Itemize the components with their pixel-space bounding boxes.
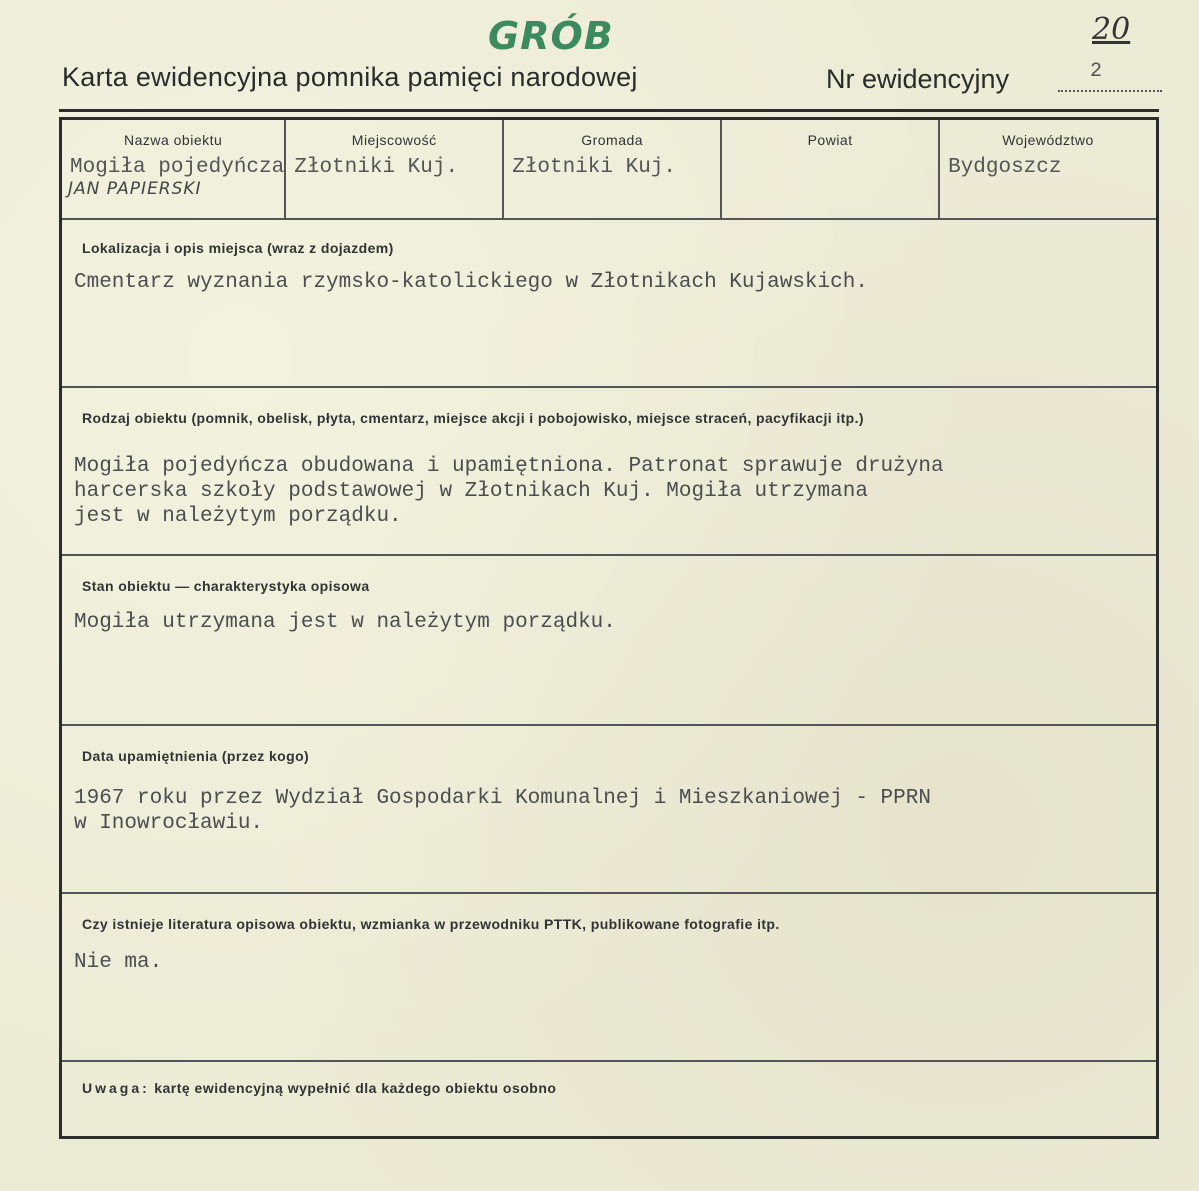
column-gromada: [504, 120, 722, 218]
section-rodzaj-obiektu: [62, 388, 1156, 556]
header-columns: [62, 120, 1156, 220]
handwritten-number: 20: [1092, 12, 1131, 47]
column-value: Bydgoszcz: [948, 156, 1062, 179]
column-header: Nazwa obiektu: [123, 132, 223, 148]
column-value: Złotniki Kuj.: [512, 156, 677, 179]
nr-label: Nr ewidencyjny: [826, 64, 1010, 94]
column-value: Mogiła pojedyńcza: [70, 156, 285, 179]
column-wojewodztwo: [940, 120, 1156, 218]
column-header: Miejscowość: [351, 132, 437, 148]
section-data-upamietnienia: [62, 726, 1156, 894]
handwritten-signature: JAN PAPIERSKI: [68, 179, 202, 199]
column-nazwa-obiektu: [62, 120, 286, 218]
section-text: Mogiła utrzymana jest w należytym porządku.: [74, 611, 616, 634]
form-frame: [59, 117, 1159, 1139]
section-label: Lokalizacja i opis miejsca (wraz z dojazdem): [82, 240, 394, 256]
section-text: Cmentarz wyznania rzymsko-katolickiego w Złotnikach Kujawskich.: [74, 271, 868, 294]
section-label: Data upamiętnienia (przez kogo): [82, 748, 310, 764]
top-rule: [59, 109, 1159, 112]
footer-note: [82, 1080, 556, 1096]
column-value: Złotniki Kuj.: [294, 156, 459, 179]
note-text: kartę ewidencyjną wypełnić dla każdego obiektu osobno: [154, 1080, 557, 1096]
section-stan-obiektu: [62, 556, 1156, 726]
section-label: Stan obiektu — charakterystyka opisowa: [82, 578, 370, 594]
section-text: Mogiła pojedyńcza obudowana i upamiętniona. Patronat sprawuje drużyna harcerska szkoły podstawowej w Złotnikach Kuj. Mogiła utrzymana jest w należytym porządku.: [74, 455, 944, 528]
column-header: Województwo: [1002, 132, 1094, 148]
section-literatura: [62, 894, 1156, 1062]
nr-value: 2: [1090, 60, 1103, 83]
section-text: Nie ma.: [74, 951, 163, 974]
section-label: Czy istnieje literatura opisowa obiektu, wzmianka w przewodniku PTTK, publikowane fotografie itp.: [82, 916, 780, 932]
stamp-text: GRÓB: [488, 14, 614, 58]
column-powiat: [722, 120, 940, 218]
note-lead: Uwaga:: [82, 1080, 150, 1096]
column-header: Powiat: [807, 132, 853, 148]
section-lokalizacja: [62, 218, 1156, 388]
card-title: Karta ewidencyjna pomnika pamięci narodowej: [62, 62, 638, 92]
column-header: Gromada: [581, 132, 644, 148]
section-label: Rodzaj obiektu (pomnik, obelisk, płyta, cmentarz, miejsce akcji i pobojowisko, miejsce straceń, pacyfikacji itp.): [82, 410, 864, 426]
section-text: 1967 roku przez Wydział Gospodarki Komunalnej i Mieszkaniowej - PPRN w Inowrocławiu.: [74, 787, 931, 835]
column-miejscowosc: [286, 120, 504, 218]
nr-dotted-line: [1058, 90, 1162, 92]
